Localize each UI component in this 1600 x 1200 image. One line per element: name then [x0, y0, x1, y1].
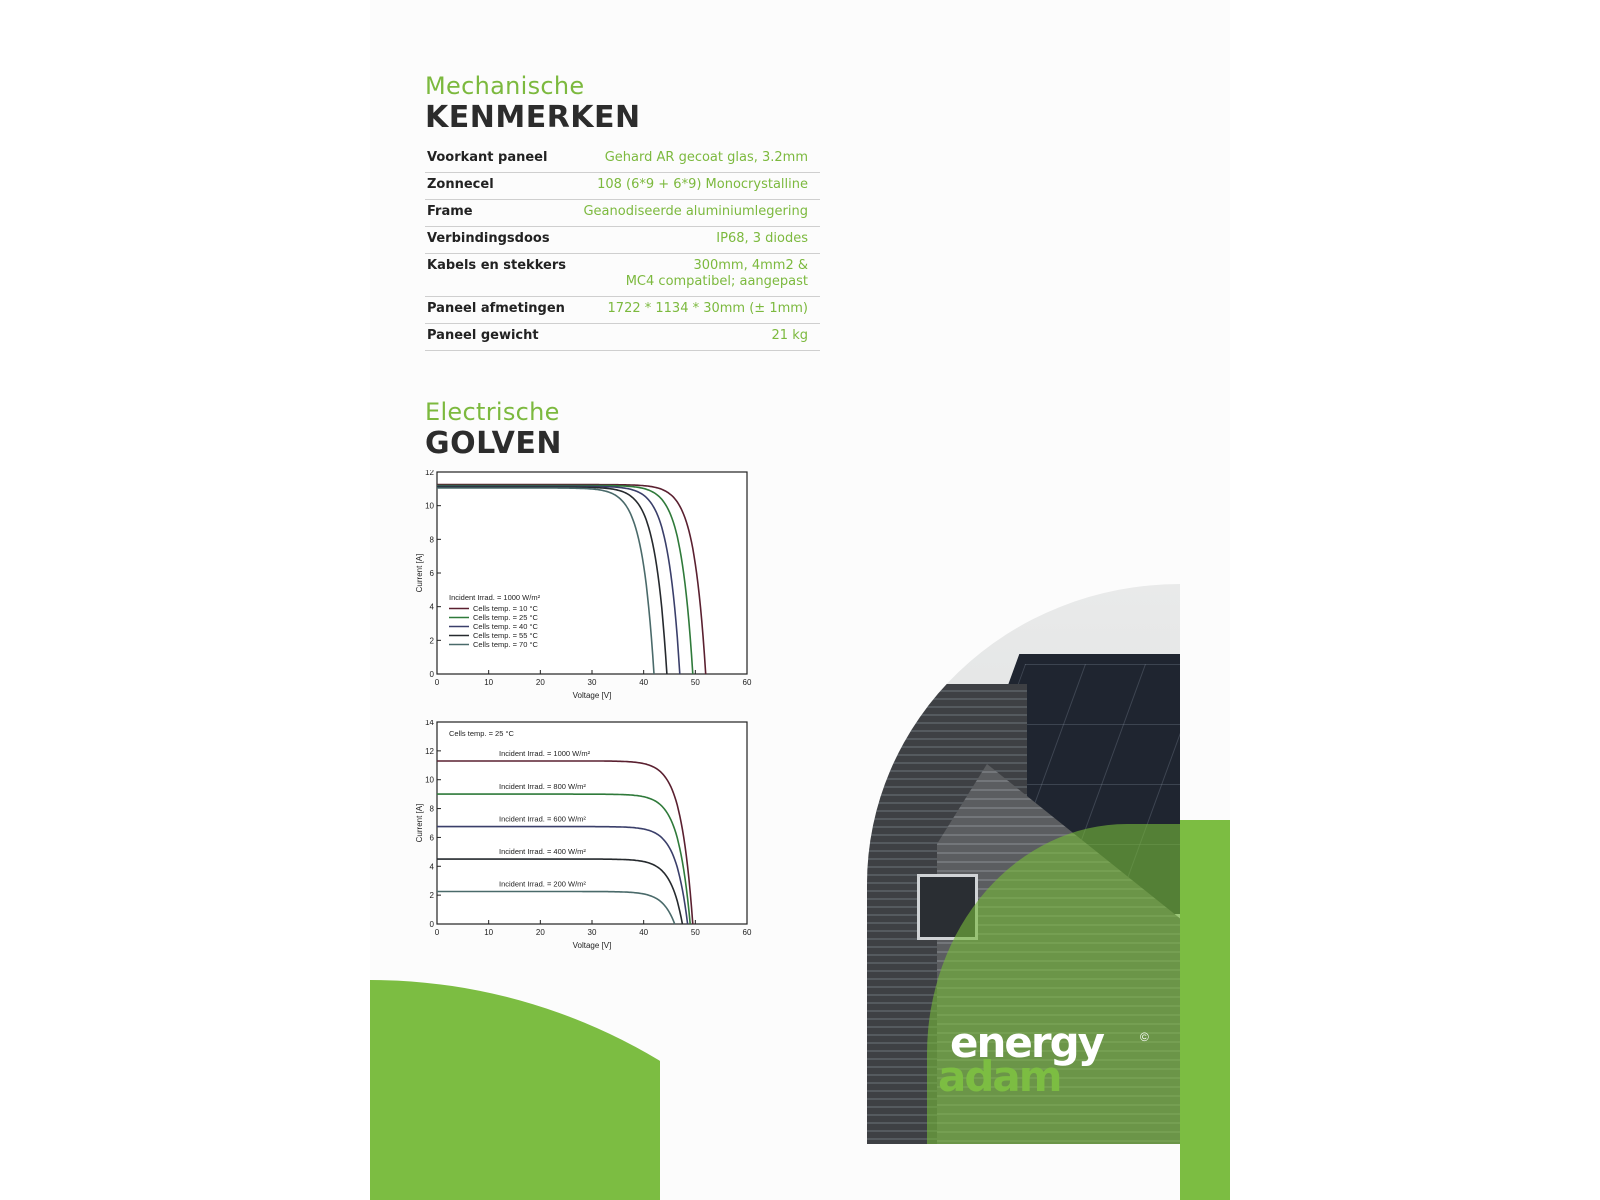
y-axis-label: Current [A]: [415, 553, 424, 593]
legend-entry: Cells temp. = 55 °C: [473, 631, 538, 640]
electrical-heading-light: Electrische: [425, 398, 560, 426]
x-axis-label: Voltage [V]: [572, 941, 612, 950]
y-tick-label: 6: [429, 833, 434, 843]
spec-row: [425, 297, 820, 324]
spec-value: IP68, 3 diodes: [716, 231, 808, 246]
legend-entry: Cells temp. = 70 °C: [473, 640, 538, 649]
y-tick-label: 0: [429, 920, 434, 929]
chart-annotation: Cells temp. = 25 °C: [449, 729, 514, 738]
spec-label: Kabels en stekkers: [427, 258, 566, 273]
y-tick-label: 0: [429, 670, 434, 679]
spec-value: Gehard AR gecoat glas, 3.2mm: [604, 150, 808, 165]
spec-row: [425, 200, 820, 227]
plot-frame: [437, 722, 747, 924]
datasheet-page: [370, 0, 1230, 1200]
electrical-heading-bold: GOLVEN: [425, 426, 562, 461]
energy-adam-logo: [938, 1018, 1149, 1101]
spec-label: Paneel gewicht: [427, 328, 539, 343]
green-band-right: [1180, 820, 1230, 1200]
legend-title: Incident Irrad. = 1000 W/m²: [449, 593, 541, 602]
series-label: Incident Irrad. = 1000 W/m²: [499, 748, 591, 758]
x-tick-label: 60: [742, 928, 752, 937]
spec-value: 300mm, 4mm2 & MC4 compatibel; aangepast: [625, 258, 808, 289]
y-tick-label: 10: [425, 501, 434, 511]
x-tick-label: 60: [742, 678, 752, 687]
x-tick-label: 20: [535, 928, 545, 937]
y-tick-label: 8: [429, 804, 434, 814]
iv-curve-irradiance-chart: [415, 720, 765, 970]
copyright-mark: ©: [1140, 1030, 1149, 1044]
spec-row: [425, 324, 820, 351]
spec-label: Verbindingsdoos: [427, 231, 550, 246]
spec-row: [425, 173, 820, 200]
x-axis-label: Voltage [V]: [572, 691, 612, 700]
y-tick-label: 12: [425, 470, 434, 477]
y-tick-label: 12: [425, 746, 434, 756]
x-tick-label: 10: [484, 928, 494, 937]
spec-label: Frame: [427, 204, 473, 219]
x-tick-label: 50: [690, 678, 700, 687]
spec-value: Geanodiseerde aluminiumlegering: [583, 204, 808, 219]
y-tick-label: 2: [429, 891, 434, 901]
legend-entry: Cells temp. = 40 °C: [473, 622, 538, 631]
y-axis-label: Current [A]: [415, 803, 424, 843]
mechanical-spec-table: [425, 146, 820, 351]
y-tick-label: 4: [429, 862, 434, 872]
series-label: Incident Irrad. = 800 W/m²: [499, 782, 586, 792]
y-tick-label: 6: [429, 569, 434, 578]
spec-label: Paneel afmetingen: [427, 301, 565, 316]
legend-entry: Cells temp. = 25 °C: [473, 613, 538, 622]
logo-line-2: adam: [938, 1052, 1061, 1101]
y-tick-label: 2: [429, 636, 434, 646]
x-tick-label: 50: [690, 928, 700, 937]
series-label: Incident Irrad. = 400 W/m²: [499, 847, 586, 857]
spec-row: [425, 254, 820, 297]
x-tick-label: 10: [484, 678, 494, 687]
spec-row: [425, 227, 820, 254]
green-decorative-shape: [370, 980, 930, 1200]
spec-row: [425, 146, 820, 173]
legend-entry: Cells temp. = 10 °C: [473, 604, 538, 613]
spec-value: 21 kg: [771, 328, 808, 343]
x-tick-label: 30: [587, 928, 597, 937]
x-tick-label: 40: [639, 678, 649, 687]
y-tick-label: 14: [425, 720, 434, 727]
x-tick-label: 40: [639, 928, 649, 937]
spec-value: 1722 * 1134 * 30mm (± 1mm): [607, 301, 808, 316]
mechanical-heading-light: Mechanische: [425, 72, 585, 100]
x-tick-label: 20: [535, 678, 545, 687]
y-tick-label: 4: [429, 602, 434, 612]
series-label: Incident Irrad. = 200 W/m²: [499, 879, 586, 889]
series-label: Incident Irrad. = 600 W/m²: [499, 814, 586, 824]
x-tick-label: 30: [587, 678, 597, 687]
spec-value: 108 (6*9 + 6*9) Monocrystalline: [597, 177, 808, 192]
y-tick-label: 10: [425, 775, 434, 785]
logo-line-1: energy: [950, 1018, 1104, 1067]
y-tick-label: 8: [429, 535, 434, 545]
iv-curve-temperature-chart: [415, 470, 765, 720]
x-tick-label: 0: [434, 928, 440, 937]
spec-label: Zonnecel: [427, 177, 494, 192]
x-tick-label: 0: [434, 678, 440, 687]
mechanical-heading-bold: KENMERKEN: [425, 100, 641, 135]
spec-label: Voorkant paneel: [427, 150, 548, 165]
